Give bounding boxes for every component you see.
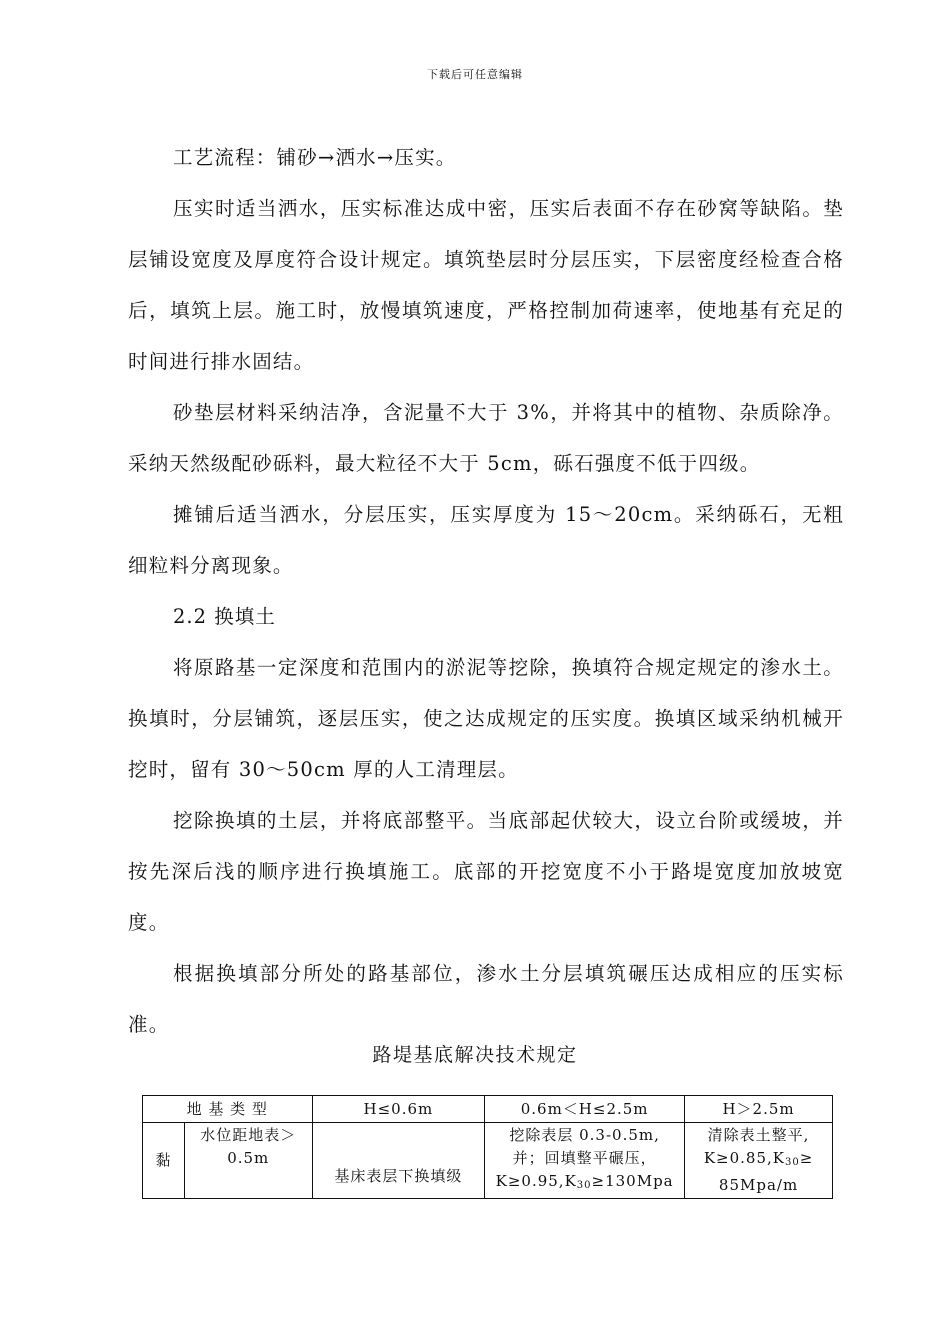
table-caption: 路堤基底解决技术规定 (372, 1044, 578, 1066)
paragraph-compaction: 压实时适当洒水，压实标准达成中密，压实后表面不存在砂窝等缺陷。垫层铺设宽度及厚度符合设计规定。填筑垫层时分层压实，下层密度经检查合格后，填筑上层。施工时，放慢填筑速度，严格控制加荷速率，使地基有充足的时间进行排水固结。 (128, 197, 844, 373)
treatment-high-line1: 清除表土整平, (707, 1126, 810, 1144)
paragraph-sand-material: 砂垫层材料采纳洁净，含泥量不大于 3%，并将其中的植物、杂质除净。采纳天然级配砂砾料，最大粒径不大于 5cm，砾石强度不低于四级。 (128, 401, 844, 475)
k-value: K≥0.95,K (495, 1172, 577, 1190)
table-header-row (143, 1096, 833, 1123)
treatment-mid-line3 (489, 1170, 680, 1197)
treatment-high-line3: 85Mpa/m (718, 1176, 799, 1194)
k30-symbol-high: ≥ (799, 1149, 814, 1167)
treatment-mid-line1: 挖除表层 0.3-0.5m, (509, 1126, 660, 1144)
treatment-high-cell (685, 1123, 833, 1199)
treatment-high-line2 (689, 1147, 828, 1174)
soil-type-cell: 黏 (143, 1123, 185, 1199)
header-h-low: H≤0.6m (312, 1096, 485, 1123)
header-h-high: H＞2.5m (685, 1096, 833, 1123)
document-body (128, 132, 844, 1050)
k-subscript-high: 30 (784, 1157, 800, 1168)
paragraph-process: 工艺流程：铺砂→洒水→压实。 (173, 146, 457, 169)
k30-value: ≥130Mpa (591, 1172, 674, 1190)
page-header: 下载后可任意编辑 (427, 68, 523, 81)
treatment-mid-line2: 并；回填整平碾压， (512, 1149, 657, 1167)
section-heading: 2.2 换填土 (173, 605, 276, 628)
treatment-low-cell: 基床表层下换填级 (312, 1123, 485, 1199)
table-row (143, 1123, 833, 1199)
paragraph-spreading: 摊铺后适当洒水，分层压实，压实厚度为 15～20cm。采纳砾石，无粗细粒料分离现象。 (128, 503, 844, 577)
condition-cell: 水位距地表＞0.5m (184, 1123, 312, 1199)
k-subscript: 30 (576, 1180, 592, 1191)
header-h-mid: 0.6m＜H≤2.5m (485, 1096, 685, 1123)
paragraph-standard: 根据换填部分所处的路基部位，渗水土分层填筑碾压达成相应的压实标准。 (128, 962, 844, 1036)
paragraph-replacement: 将原路基一定深度和范围内的淤泥等挖除，换填符合规定规定的渗水土。换填时，分层铺筑，逐层压实，使之达成规定的压实度。换填区域采纳机械开挖时，留有 30～50cm 厚的人工清理层。 (128, 656, 844, 781)
k-value-high: K≥0.85,K (703, 1149, 785, 1167)
header-foundation-type: 地 基 类 型 (143, 1096, 313, 1123)
paragraph-excavation: 挖除换填的土层，并将底部整平。当底部起伏较大，设立台阶或缓坡，并按先深后浅的顺序进行换填施工。底部的开挖宽度不小于路堤宽度加放坡宽度。 (128, 809, 844, 934)
foundation-treatment-table (142, 1095, 833, 1199)
treatment-mid-cell (485, 1123, 685, 1199)
